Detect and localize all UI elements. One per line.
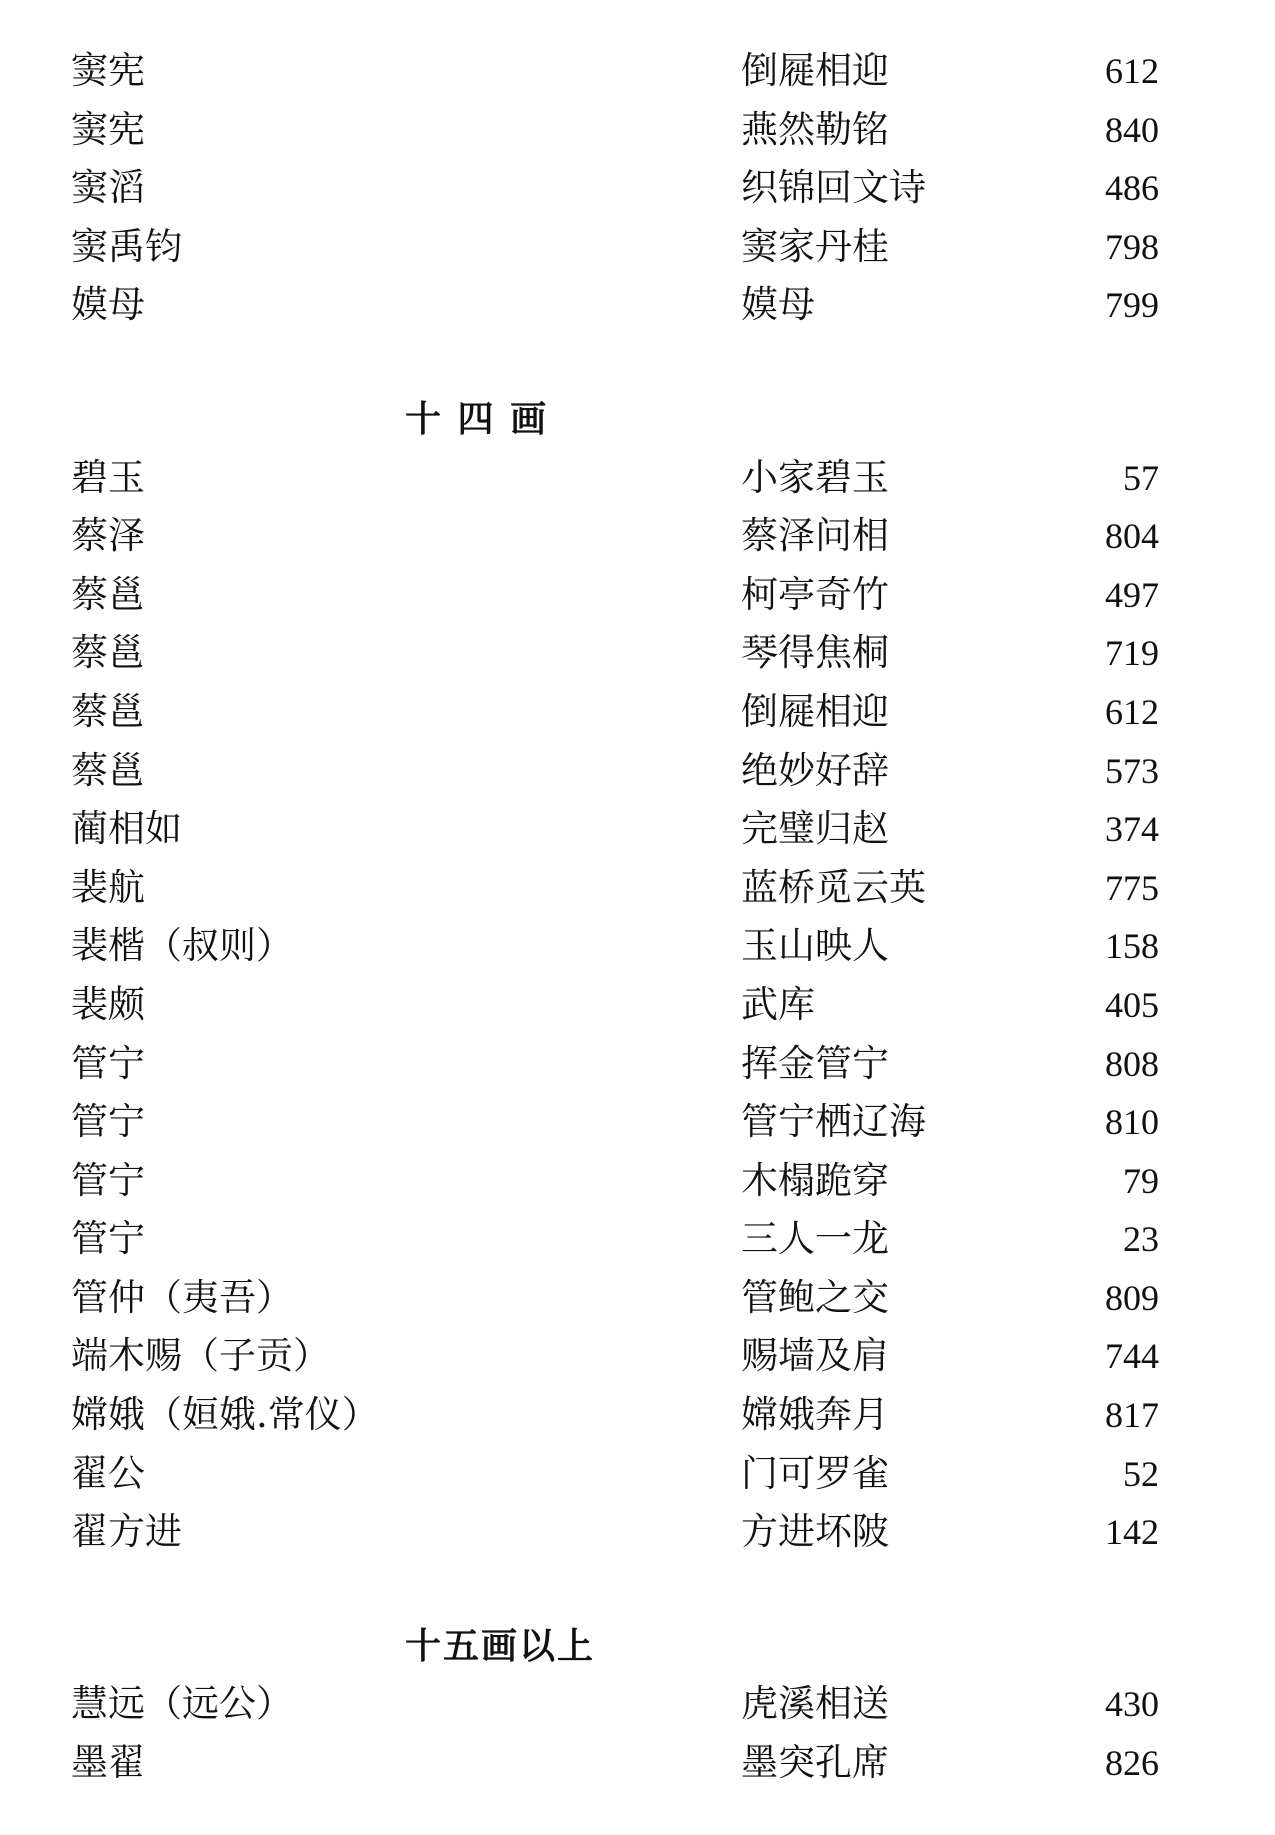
person-name: 嫦娥（姮娥.常仪） <box>71 1393 379 1437</box>
person-name: 蔺相如 <box>71 807 182 851</box>
page-number: 374 <box>1105 809 1159 850</box>
person-name: 管宁 <box>71 1158 145 1202</box>
person-name: 管宁 <box>71 1041 145 1085</box>
person-name: 裴楷（叔则） <box>71 924 293 968</box>
person-name: 蔡邕 <box>71 631 145 675</box>
index-entry-row <box>0 1734 1275 1793</box>
person-name: 蔡邕 <box>71 572 145 616</box>
index-entry-row <box>0 1035 1275 1094</box>
page-number: 79 <box>1123 1160 1159 1201</box>
index-entry-row <box>0 1675 1275 1734</box>
page-number: 804 <box>1105 516 1159 557</box>
allusion-title: 武库 <box>741 982 815 1026</box>
person-name: 裴颇 <box>71 982 145 1026</box>
person-name: 嫫母 <box>71 283 145 327</box>
person-name: 蔡邕 <box>71 748 145 792</box>
page-number: 809 <box>1105 1277 1159 1318</box>
allusion-title: 虎溪相送 <box>741 1682 889 1726</box>
allusion-title: 倒屣相迎 <box>741 689 889 733</box>
allusion-title: 玉山映人 <box>741 924 889 968</box>
page-number: 57 <box>1123 457 1159 498</box>
allusion-title: 燕然勒铭 <box>741 107 889 151</box>
allusion-title: 小家碧玉 <box>741 455 889 499</box>
index-entry-row <box>0 566 1275 625</box>
index-entry-row <box>0 917 1275 976</box>
page-number: 430 <box>1105 1684 1159 1725</box>
allusion-title: 赐墙及肩 <box>741 1334 889 1378</box>
page-number: 612 <box>1105 691 1159 732</box>
index-entry-row <box>0 276 1275 335</box>
index-entry-row <box>0 42 1275 101</box>
person-name: 窦宪 <box>71 49 145 92</box>
page-number: 826 <box>1105 1743 1159 1784</box>
index-entry-row <box>0 859 1275 918</box>
allusion-title: 门可罗雀 <box>741 1451 889 1495</box>
page-number: 798 <box>1105 226 1159 267</box>
allusion-title: 倒屣相迎 <box>741 49 889 92</box>
index-entry-row <box>0 1269 1275 1328</box>
index-entry-row <box>0 1152 1275 1211</box>
index-entry-row <box>0 1093 1275 1152</box>
allusion-title: 完璧归赵 <box>741 807 889 851</box>
index-entry-row <box>0 1445 1275 1504</box>
allusion-title: 管鲍之交 <box>741 1275 889 1319</box>
person-name: 窦宪 <box>71 107 145 151</box>
page-number: 744 <box>1105 1336 1159 1377</box>
person-name: 蔡邕 <box>71 689 145 733</box>
index-entry-row <box>0 159 1275 218</box>
page-number: 817 <box>1105 1395 1159 1436</box>
person-name: 蔡泽 <box>71 514 145 558</box>
page-number: 719 <box>1105 633 1159 674</box>
person-name: 裴航 <box>71 865 145 909</box>
allusion-index-list <box>0 42 1275 1793</box>
allusion-title: 管宁栖辽海 <box>741 1100 926 1144</box>
index-section <box>0 390 1275 1562</box>
page-number: 612 <box>1105 51 1159 91</box>
page-number: 497 <box>1105 574 1159 615</box>
page-number: 486 <box>1105 168 1159 209</box>
index-entry-row <box>0 624 1275 683</box>
person-name: 窦禹钧 <box>71 224 182 268</box>
allusion-title: 绝妙好辞 <box>741 748 889 792</box>
person-name: 翟方进 <box>71 1510 182 1554</box>
person-name: 慧远（远公） <box>71 1682 293 1726</box>
allusion-title: 琴得焦桐 <box>741 631 889 675</box>
person-name: 管宁 <box>71 1100 145 1144</box>
page-number: 142 <box>1105 1512 1159 1553</box>
index-entry-row <box>0 449 1275 508</box>
allusion-title: 嫫母 <box>741 283 815 327</box>
page-number: 810 <box>1105 1102 1159 1143</box>
index-entry-row <box>0 742 1275 801</box>
allusion-title: 蓝桥觅云英 <box>741 865 926 909</box>
allusion-title: 挥金管宁 <box>741 1041 889 1085</box>
person-name: 翟公 <box>71 1451 145 1495</box>
allusion-title: 窦家丹桂 <box>741 224 889 268</box>
index-entry-row <box>0 1327 1275 1386</box>
page-number: 840 <box>1105 109 1159 150</box>
index-entry-row <box>0 218 1275 277</box>
person-name: 碧玉 <box>71 455 145 499</box>
person-name: 管宁 <box>71 1217 145 1261</box>
index-entry-row <box>0 1503 1275 1562</box>
allusion-title: 方进坏陂 <box>741 1510 889 1554</box>
person-name: 墨翟 <box>71 1741 145 1785</box>
index-entry-row <box>0 683 1275 742</box>
stroke-count-heading: 十 四 画 <box>405 397 549 440</box>
index-entry-row <box>0 976 1275 1035</box>
page-number: 775 <box>1105 867 1159 908</box>
allusion-title: 柯亭奇竹 <box>741 572 889 616</box>
index-entry-row <box>0 800 1275 859</box>
index-entry-row <box>0 1210 1275 1269</box>
index-section <box>0 42 1275 335</box>
allusion-title: 织锦回文诗 <box>741 166 926 210</box>
page-number: 808 <box>1105 1043 1159 1084</box>
index-entry-row <box>0 101 1275 160</box>
allusion-title: 蔡泽问相 <box>741 514 889 558</box>
allusion-title: 木榻跪穿 <box>741 1158 889 1202</box>
page-number: 405 <box>1105 984 1159 1025</box>
page-number: 52 <box>1123 1453 1159 1494</box>
index-entry-row <box>0 507 1275 566</box>
person-name: 端木赐（子贡） <box>71 1334 330 1378</box>
page-number: 158 <box>1105 926 1159 967</box>
allusion-title: 三人一龙 <box>741 1217 889 1261</box>
allusion-title: 墨突孔席 <box>741 1741 889 1785</box>
person-name: 管仲（夷吾） <box>71 1275 293 1319</box>
page-number: 573 <box>1105 750 1159 791</box>
page-number: 799 <box>1105 285 1159 326</box>
index-section <box>0 1617 1275 1793</box>
person-name: 窦滔 <box>71 166 145 210</box>
index-entry-row <box>0 1386 1275 1445</box>
allusion-title: 嫦娥奔月 <box>741 1393 889 1437</box>
stroke-count-heading: 十五画以上 <box>405 1624 596 1667</box>
page-number: 23 <box>1123 1219 1159 1260</box>
